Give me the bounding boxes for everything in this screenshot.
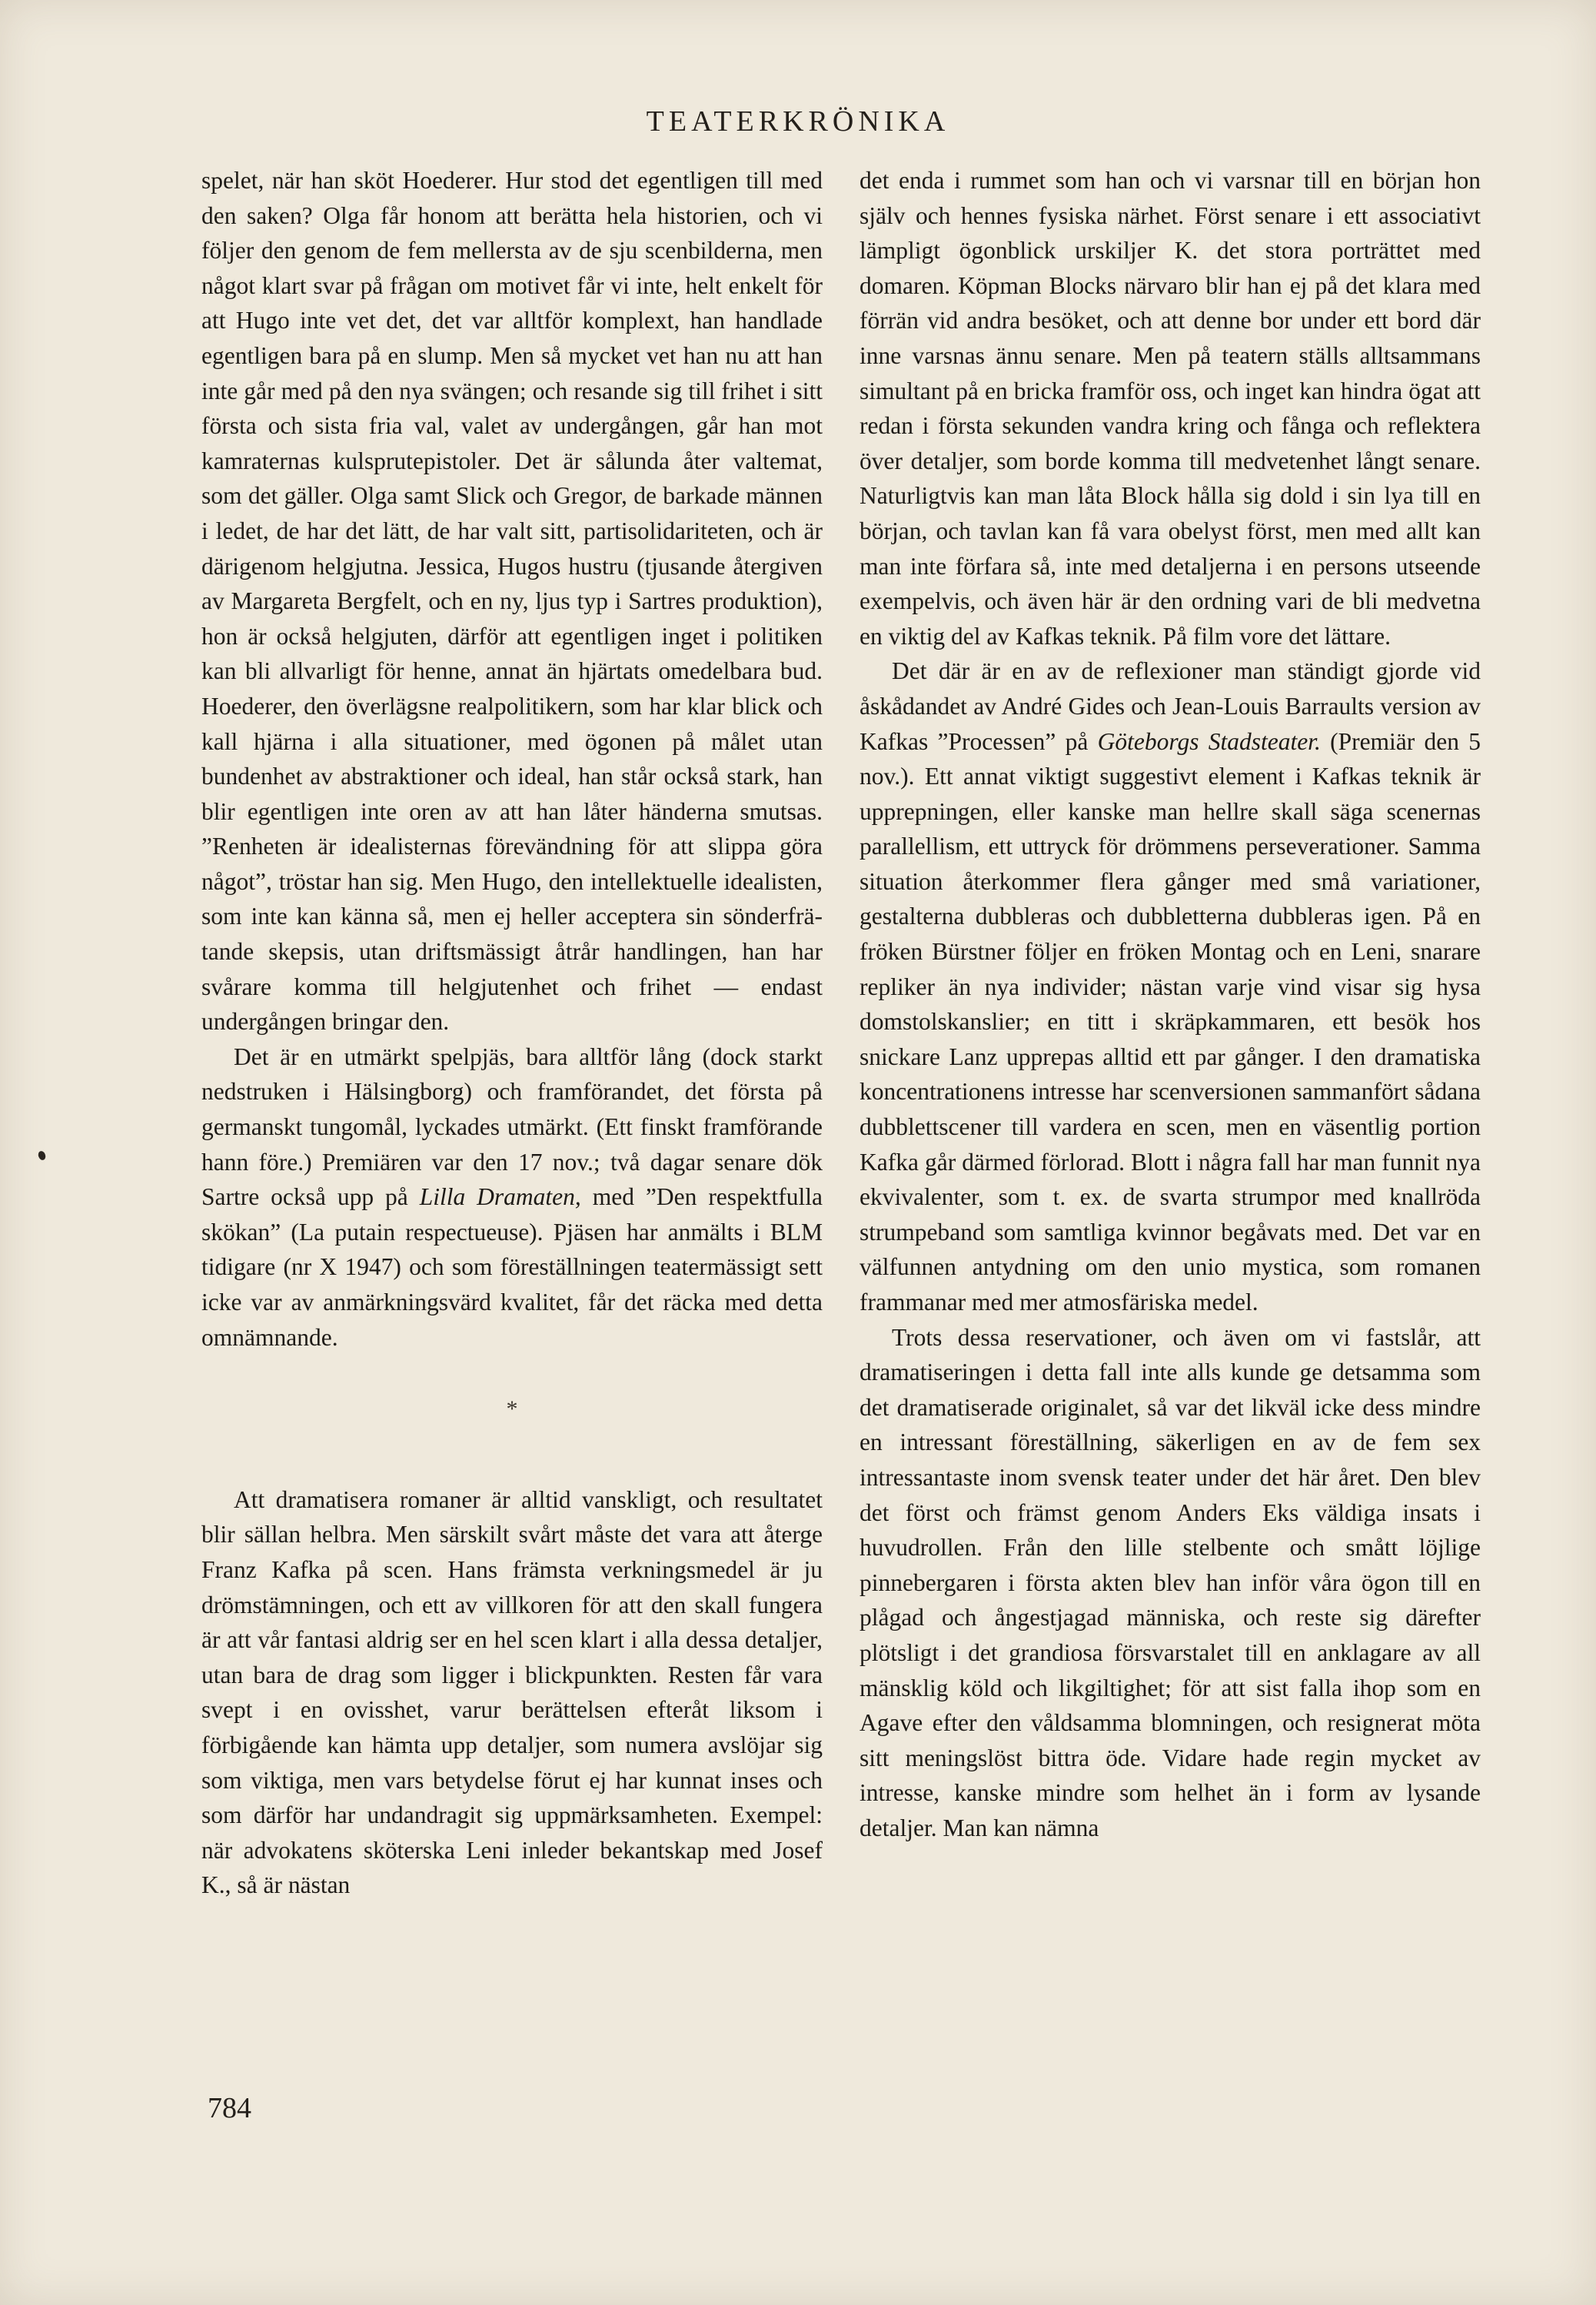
paragraph-block: det enda i rummet som han och vi varsnar till en början hon själv och hennes fysiska närhet. Först senare i ett associativt lämpligt ögonblick urskiljer K. det stora porträttet med domaren. Köpman Blocks närvaro blir han ej på det klara med förrän vid andra besöket, och att denne bor under ett bord där inne varsnas ännu senare. Men på teatern ställs alltsammans simultant på en bricka framför oss, och inget kan hindra ögat att redan i första sekunden vandra kring och fånga och reflektera över detaljer, som borde komma till medvetenhet långt senare. Naturligtvis kan man låta Block hålla sig dold i sin lya till en början, och tavlan kan få vara obelyst först, men med allt kan man inte förfara så, inte med detaljerna i en persons utseende exempelvis, och även här är den ordning vari de bli medvetna en viktig del av Kafkas teknik. På film vore det lättare. xyxy=(860,167,1481,650)
paragraph-text: (Premiär den 5 nov.). Ett annat viktigt suggestivt element i Kafkas teknik är upprepningen, eller kanske man hellre skall säga scenernas parallellism, ett uttryck för drömmens perseverationer. Samma situation återkommer flera gånger med små variationer, gestalterna dubbleras och dubbletterna dubbleras igen. På en fröken Bürstner följer en fröken Montag och en Leni, snarare repliker än nya individer; nästan varje vind visar sig hysa domstolskanslier; en titt i skräpkammaren, ett besök hos snickare Lanz upprepas alltid ett par gånger. I den dramatiska koncentrationens intresse har scenversionen sammanfört sådana dubblettscener till vardera en scen, men en väsentlig portion Kafka går därmed förlorad. Blott i några fall har man funnit nya ekvivalenter, som t. ex. de svarta strumpor med knallröda strumpeband som samtliga kvinnor begåvats med. Det var en välfunnen antydning om den unio mystica, som romanen frammanar med mer atmosfäriska medel. xyxy=(860,727,1481,1315)
paragraph-text: Det är en utmärkt spelpjäs, bara alltför lång (dock starkt nedstruken i Hälsingborg) och framförandet, det första på germanskt tungomål, lyckades utmärkt. (Ett finskt framförande hann före.) Premiären var den 17 nov.; två dagar senare dök Sartre också upp på xyxy=(201,1043,823,1211)
italic-theatre-name: Lilla Dramaten, xyxy=(419,1183,581,1211)
right-column xyxy=(860,163,1481,1846)
paragraph-reservationer: Trots dessa reservationer, och även om vi fastslår, att dramatiseringen i detta fall inte alls kunde ge detsamma som det dramatiserade originalet, så var det likväl icke dess mindre en intressant föreställning, säkerligen en av de fem sex intressantaste inom svensk teater under det här året. Den blev det först och främst genom Anders Eks väldiga insats i huvudrollen. Från den lille stelbente och smått löjlige pinnebergaren i första akten blev han inför våra ögon till en plågad och ångestjagad människa, och reste sig därefter plötsligt i det grandiosa försvarstalet till en anklagare av all mänsklig köld och likgiltighet; för att sist falla ihop som en Agave efter den våldsamma blomningen, och resignerat möta sitt meningslöst bittra öde. Vidare hade regin mycket av intresse, kanske mindre som helhet än i form av lysande detaljer. Man kan nämna xyxy=(860,1323,1481,1841)
left-column xyxy=(201,163,823,1903)
paragraph-spelpjas xyxy=(201,1039,823,1355)
paragraph-text: med ”Den respektfulla skökan” (La putain respectueuse). Pjäsen har anmälts i BLM tidigare (nr X 1947) och som föreställningen teatermässigt sett icke var av anmärkningsvärd kvalitet, får det räcka med detta omnämnande. xyxy=(201,1183,823,1351)
paragraph-processen xyxy=(860,654,1481,1319)
section-break-asterism: * xyxy=(506,1396,518,1422)
running-title: TEATERKRÖNIKA xyxy=(646,105,950,138)
paragraph-text: Det där är en av de reflexioner man ständigt gjorde vid åskådandet av André Gides och Jean-Louis Barraults version av Kafkas ”Processen” på xyxy=(860,657,1481,755)
paragraph-kafka-intro: Att dramatisera romaner är alltid vanskligt, och resultatet blir sällan helbra. Men särskilt svårt måste det vara att återge Franz Kafka på scen. Hans främsta verkningsmedel är ju drömstämningen, och ett av villkoren för att den skall fungera är att vår fantasi aldrig ser en hel scen klart i alla dessa detaljer, utan bara de drag som ligger i blickpunkten. Resten får vara svept i en ovisshet, varur berättelsen efteråt liksom i förbigående kan hämta upp detaljer, som numera avslöjar sig som viktiga, men vars betydelse förut ej har kunnat inses och som därför har undandragit sig uppmärksamheten. Exempel: när advokatens sköterska Leni inleder bekantskap med Josef K., så är nästan xyxy=(201,1485,823,1899)
page-number: 784 xyxy=(208,2092,251,2124)
italic-theatre-name: Göteborgs Stadsteater. xyxy=(1097,727,1321,755)
ink-speck xyxy=(37,1150,47,1161)
paragraph-hoederer: spelet, när han sköt Hoederer. Hur stod det egentligen till med den saken? Olga får honom att berätta hela historien, och vi följer den genom de fem mellersta av de sju scenbilderna, men något klart svar på frågan om motivet får vi inte, helt enkelt för att Hugo inte vet det, det var alltför komplext, han handlade egentligen bara på en slump. Men så mycket vet han nu att han inte går med på den nya svängen; och resande sig till frihet i sitt första och sista fria val, valet av undergången, går han mot kamraternas kulsprutepistoler. Det är sålunda åter valtemat, som det gäller. Olga samt Slick och Gregor, de barkade männen i ledet, de har det lätt, de har valt sitt, partisolidariteten, och är därigenom helgjutna. Jessica, Hugos hustru (tjusande återgiven av Margareta Bergfelt, och en ny, ljus typ i Sartres produktion), hon är också helgjuten, därför att egentligen inget i politiken kan bli allvarligt för henne, annat än hjärtats omedelbara bud. Hoederer, den överlägsne realpolitikern, som har klar blick och kall hjärna i alla situationer, med ögonen på målet utan bundenhet av abstraktioner och ideal, han står också stark, han blir egentligen inte oren av att han låter händerna smutsas. ”Renheten är idealisternas förevändning för att slippa göra något”, tröstar han sig. Men Hugo, den intellektuelle idealisten, som inte kan känna så, men ej heller acceptera sin sönderfrätande skepsis, utan driftsmässigt åtrår handlingen, han har svårare komma till helgjutenhet och frihet — endast undergången bringar den. xyxy=(201,167,823,1036)
